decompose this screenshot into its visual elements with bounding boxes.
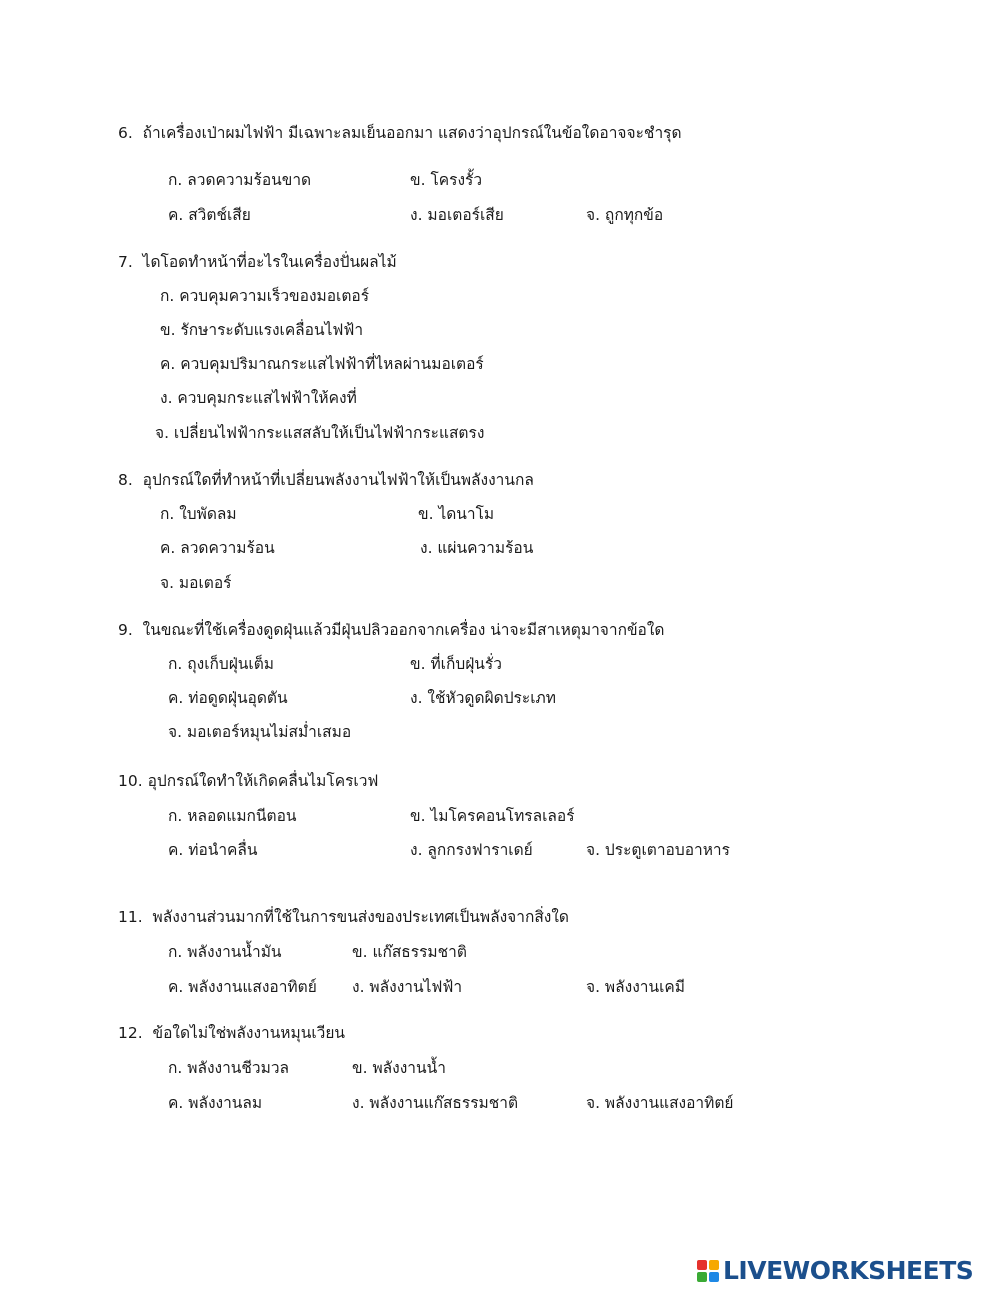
option-10-a[interactable]: ก. หลอดแมกนีตอน — [168, 807, 297, 825]
option-7-c[interactable]: ค. ควบคุมปริมาณกระแสไฟฟ้าที่ไหลผ่านมอเตอร์ — [160, 355, 484, 373]
option-6-a[interactable]: ก. ลวดความร้อนขาด — [168, 171, 312, 189]
option-11-b[interactable]: ข. แก๊สธรรมชาติ — [352, 943, 467, 961]
question-text: ในขณะที่ใช้เครื่องดูดฝุ่นแล้วมีฝุ่นปลิวออกจากเครื่อง น่าจะมีสาเหตุมาจากข้อใด — [142, 621, 665, 639]
liveworksheets-logo — [697, 1255, 973, 1287]
logo-mark-icon — [697, 1260, 719, 1282]
logo-square-e — [709, 1272, 719, 1282]
question-text: ถ้าเครื่องเป่าผมไฟฟ้า มีเฉพาะลมเย็นออกมา แสดงว่าอุปกรณ์ในข้อใดอาจจะชำรุด — [142, 124, 682, 142]
question-text: อุปกรณ์ใดทำให้เกิดคลื่นไมโครเวฟ — [147, 772, 379, 790]
option-7-a[interactable]: ก. ควบคุมความเร็วของมอเตอร์ — [160, 287, 370, 305]
question-7 — [118, 252, 397, 272]
question-number: 12. — [118, 1024, 143, 1042]
option-7-b[interactable]: ข. รักษาระดับแรงเคลื่อนไฟฟ้า — [160, 321, 364, 339]
question-8 — [118, 470, 534, 490]
logo-square-l — [697, 1260, 707, 1270]
option-10-c[interactable]: ค. ท่อนำคลื่น — [168, 841, 258, 859]
option-8-d[interactable]: ง. แผ่นความร้อน — [420, 539, 534, 557]
option-12-d[interactable]: ง. พลังงานแก๊สธรรมชาติ — [352, 1094, 519, 1112]
option-10-e[interactable]: จ. ประตูเตาอบอาหาร — [586, 841, 730, 859]
option-9-e[interactable]: จ. มอเตอร์หมุนไม่สม่ำเสมอ — [168, 723, 352, 741]
option-7-d[interactable]: ง. ควบคุมกระแสไฟฟ้าให้คงที่ — [160, 389, 357, 407]
option-6-c[interactable]: ค. สวิตช์เสีย — [168, 206, 251, 224]
question-text: พลังงานส่วนมากที่ใช้ในการขนส่งของประเทศเป็นพลังจากสิ่งใด — [152, 908, 570, 926]
option-10-d[interactable]: ง. ลูกกรงฟาราเดย์ — [410, 841, 533, 859]
logo-text: LIVEWORKSHEETS — [723, 1256, 974, 1285]
option-9-a[interactable]: ก. ถุงเก็บฝุ่นเต็ม — [168, 655, 274, 673]
question-number: 8. — [118, 471, 133, 489]
option-7-e[interactable]: จ. เปลี่ยนไฟฟ้ากระแสสลับให้เป็นไฟฟ้ากระแสตรง — [155, 424, 485, 442]
question-11 — [118, 907, 569, 927]
question-12 — [118, 1023, 345, 1043]
question-10 — [118, 771, 378, 791]
option-6-b[interactable]: ข. โครงรั้ว — [410, 171, 483, 189]
question-text: ข้อใดไม่ใช่พลังงานหมุนเวียน — [152, 1024, 346, 1042]
option-9-b[interactable]: ข. ที่เก็บฝุ่นรั่ว — [410, 655, 502, 673]
option-11-c[interactable]: ค. พลังงานแสงอาทิตย์ — [168, 978, 317, 996]
option-6-d[interactable]: ง. มอเตอร์เสีย — [410, 206, 504, 224]
option-6-e[interactable]: จ. ถูกทุกข้อ — [586, 206, 664, 224]
question-9 — [118, 620, 665, 640]
option-11-e[interactable]: จ. พลังงานเคมี — [586, 978, 685, 996]
option-12-b[interactable]: ข. พลังงานน้ำ — [352, 1059, 446, 1077]
question-number: 11. — [118, 908, 143, 926]
option-10-b[interactable]: ข. ไมโครคอนโทรลเลอร์ — [410, 807, 575, 825]
question-text: ไดโอดทำหน้าที่อะไรในเครื่องปั่นผลไม้ — [142, 253, 397, 271]
question-text: อุปกรณ์ใดที่ทำหน้าที่เปลี่ยนพลังงานไฟฟ้าให้เป็นพลังงานกล — [142, 471, 534, 489]
option-8-e[interactable]: จ. มอเตอร์ — [160, 574, 232, 592]
question-number: 10. — [118, 772, 143, 790]
option-12-c[interactable]: ค. พลังงานลม — [168, 1094, 263, 1112]
question-number: 7. — [118, 253, 133, 271]
logo-square-i — [709, 1260, 719, 1270]
option-9-c[interactable]: ค. ท่อดูดฝุ่นอุดตัน — [168, 689, 288, 707]
option-11-a[interactable]: ก. พลังงานน้ำมัน — [168, 943, 282, 961]
question-number: 6. — [118, 124, 133, 142]
logo-square-v — [697, 1272, 707, 1282]
option-9-d[interactable]: ง. ใช้หัวดูดผิดประเภท — [410, 689, 556, 707]
option-8-c[interactable]: ค. ลวดความร้อน — [160, 539, 275, 557]
option-11-d[interactable]: ง. พลังงานไฟฟ้า — [352, 978, 463, 996]
question-number: 9. — [118, 621, 133, 639]
option-8-b[interactable]: ข. ไดนาโม — [418, 505, 495, 523]
option-8-a[interactable]: ก. ใบพัดลม — [160, 505, 237, 523]
option-12-e: จ. พลังงานแสงอาทิตย์ — [586, 1094, 734, 1112]
question-6 — [118, 123, 682, 143]
option-12-a[interactable]: ก. พลังงานชีวมวล — [168, 1059, 290, 1077]
